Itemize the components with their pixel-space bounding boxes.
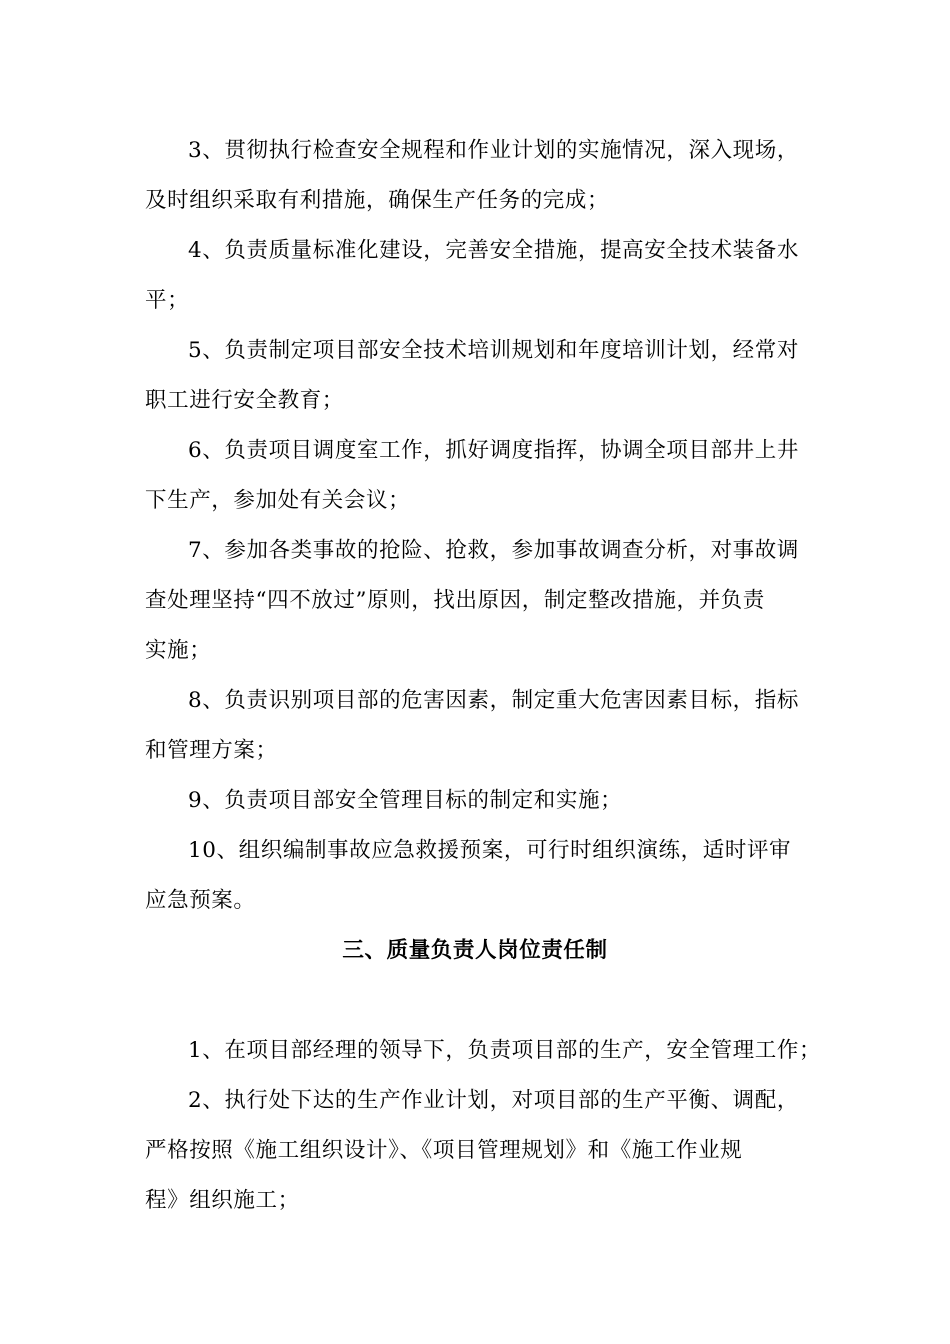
paragraph-line: 程》组织施工； [145, 1188, 300, 1213]
paragraph-line: 10、组织编制事故应急救援预案，可行时组织演练，适时评审 [188, 838, 792, 863]
section-heading: 三、质量负责人岗位责任制 [342, 938, 608, 963]
paragraph-line: 6、负责项目调度室工作，抓好调度指挥，协调全项目部井上井 [188, 438, 799, 463]
paragraph-line: 5、负责制定项目部安全技术培训规划和年度培训计划，经常对 [188, 338, 799, 363]
paragraph-line: 查处理坚持“四不放过”原则，找出原因，制定整改措施，并负责 [145, 588, 765, 613]
paragraph-line: 8、负责识别项目部的危害因素，制定重大危害因素目标，指标 [188, 688, 799, 713]
paragraph-line: 1、在项目部经理的领导下，负责项目部的生产，安全管理工作； [188, 1038, 822, 1063]
paragraph-line: 严格按照《施工组织设计》、《项目管理规划》和《施工作业规 [145, 1138, 743, 1163]
paragraph-line: 下生产，参加处有关会议； [145, 488, 411, 513]
paragraph-line: 3、贯彻执行检查安全规程和作业计划的实施情况，深入现场， [188, 138, 799, 163]
paragraph-line: 9、负责项目部安全管理目标的制定和实施； [188, 788, 623, 813]
paragraph-line: 应急预案。 [145, 888, 256, 913]
paragraph-line: 7、参加各类事故的抢险、抢救，参加事故调查分析，对事故调 [188, 538, 799, 563]
paragraph-line: 职工进行安全教育； [145, 388, 344, 413]
paragraph-line: 2、执行处下达的生产作业计划，对项目部的生产平衡、调配， [188, 1088, 799, 1113]
paragraph-line: 和管理方案； [145, 738, 278, 763]
paragraph-line: 及时组织采取有利措施，确保生产任务的完成； [145, 188, 610, 213]
paragraph-line: 平； [145, 288, 190, 313]
paragraph-line: 4、负责质量标准化建设，完善安全措施，提高安全技术装备水 [188, 238, 799, 263]
paragraph-line: 实施； [145, 638, 212, 663]
